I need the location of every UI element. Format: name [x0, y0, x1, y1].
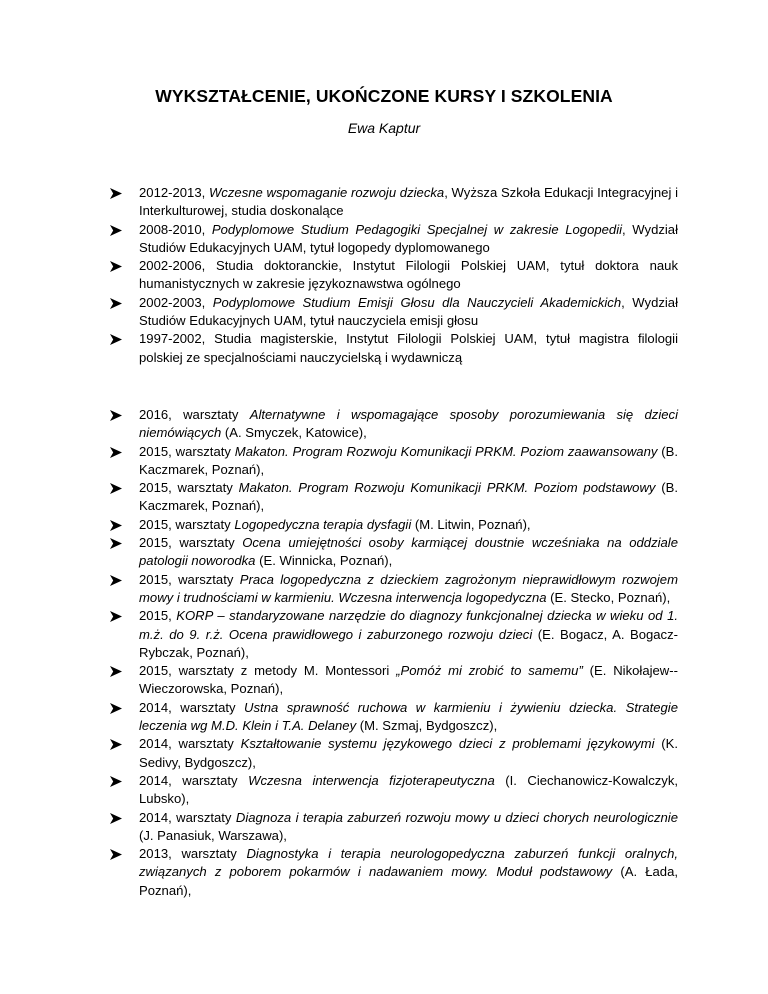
item-title-text: Ustna sprawność ruchowa w karmieniu i żywieniu dziecka. Strategie leczenia wg M.D. Klein i T.A. Delaney [139, 699, 678, 734]
item-text: 2015, warsztaty [139, 443, 235, 459]
arrowhead-bullet-icon [110, 443, 126, 461]
item-title-text: Wczesna interwencja fizjoterapeutyczna [248, 772, 495, 788]
item-title-text: Logopedyczna terapia dysfagii [234, 516, 412, 532]
item-text: 2015, warsztaty [139, 571, 240, 587]
item-title-text: KORP – standaryzowane narzędzie do diagnozy funkcjonalnej dziecka w wieku od 1. m.ż. do 9. r.ż. Ocena prawidłowego i zaburzonego rozwoju dzieci [139, 608, 678, 642]
item-text: 2015, warsztaty [139, 516, 235, 532]
course-entry [110, 735, 678, 772]
item-title-text: Alternatywne i wspomagające sposoby porozumiewania się dzieci niemówiących [139, 407, 678, 441]
course-entry [110, 845, 678, 900]
arrowhead-bullet-icon [110, 607, 126, 625]
item-text: 2013, warsztaty [139, 846, 247, 862]
arrowhead-bullet-icon [110, 257, 126, 275]
arrowhead-bullet-icon [110, 699, 126, 717]
arrowhead-bullet-icon [110, 662, 126, 680]
arrowhead-bullet-icon [110, 516, 126, 534]
item-title-text: Ocena umiejętności osoby karmiącej doustnie wcześniaka na oddziale patologii noworodka [139, 535, 679, 569]
page-title: WYKSZTAŁCENIE, UKOŃCZONE KURSY I SZKOLENIA [155, 86, 613, 106]
item-text: (B. Kaczmarek, Poznań), [139, 480, 678, 514]
item-text: , Wyższa Szkoła Edukacji Integracyjnej i Interkulturowej, studia doskonalące [139, 185, 678, 219]
item-title-text: Praca logopedyczna z dzieckiem zagrożonym nieprawidłowym rozwojem mowy i trudnościami w karmieniu. Wczesna interwencja logopedyczna [139, 571, 678, 605]
item-text: 2008-2010, [139, 221, 212, 237]
arrowhead-bullet-icon [110, 184, 126, 202]
education-list [110, 184, 678, 367]
item-text: (K. Sedivy, Bydgoszcz), [139, 736, 678, 770]
arrowhead-bullet-icon [110, 479, 126, 497]
item-text: (E. Bogacz, A. Bogacz-Rybczak, Poznań), [139, 626, 678, 660]
item-text: 2016, warsztaty [139, 407, 250, 422]
item-title-text: „Pomóż mi zrobić to samemu” [396, 663, 583, 679]
arrowhead-bullet-icon [110, 571, 126, 589]
item-text: (M. Litwin, Poznań), [411, 516, 531, 532]
item-title-text: Makaton. Program Rozwoju Komunikacji PRKM. Poziom podstawowy [238, 480, 656, 496]
item-text: 2015, warsztaty [139, 480, 239, 496]
education-entry [110, 184, 678, 221]
item-text: 2014, warsztaty [139, 772, 249, 788]
item-text: 2012-2013, [139, 185, 209, 200]
education-entry [110, 330, 678, 367]
arrowhead-bullet-icon [110, 534, 126, 552]
item-text: 2002-2006, Studia doktoranckie, Instytut Filologii Polskiej UAM, tytuł doktora nauk humanistycznych w zakresie językoznawstwa ogólnego [139, 258, 678, 292]
education-entry [110, 221, 678, 258]
item-text: (A. Smyczek, Katowice), [221, 425, 367, 441]
item-text: (I. Ciechanowicz-Kowalczyk, Lubsko), [139, 772, 679, 807]
item-text: , Wydział Studiów Edukacyjnych UAM, tytuł logopedy dyplomowanego [139, 221, 678, 255]
item-text: 2014, warsztaty [139, 736, 241, 752]
arrowhead-bullet-icon [110, 406, 126, 424]
item-title-text: Podyplomowe Studium Emisji Głosu dla Nauczycieli Akademickich [212, 294, 622, 310]
item-text: , Wydział Studiów Edukacyjnych UAM, tytuł nauczyciela emisji głosu [139, 294, 678, 329]
item-text: (E. Nikołajew--Wieczorowska, Poznań), [139, 663, 678, 697]
author-name: Ewa Kaptur [347, 120, 421, 136]
course-entry [110, 809, 678, 846]
course-entry [110, 772, 678, 809]
course-entry [110, 534, 678, 571]
item-text: (M. Szmaj, Bydgoszcz), [356, 718, 498, 734]
item-text: (A. Łada, Poznań), [139, 864, 678, 898]
course-entry [110, 443, 678, 480]
arrowhead-bullet-icon [110, 772, 126, 790]
arrowhead-bullet-icon [110, 221, 126, 239]
arrowhead-bullet-icon [110, 809, 126, 827]
item-text: (B. Kaczmarek, Poznań), [139, 443, 679, 477]
item-text: (E. Winnicka, Poznań), [255, 553, 393, 569]
item-text: 2014, warsztaty [139, 699, 245, 715]
item-text: (J. Panasiuk, Warszawa), [139, 827, 287, 843]
education-entry [110, 294, 678, 331]
item-title-text: Makaton. Program Rozwoju Komunikacji PRKM. Poziom zaawansowany [234, 443, 658, 459]
item-title-text: Kształtowanie systemu językowego dzieci z problemami językowymi [240, 736, 655, 752]
arrowhead-bullet-icon [110, 330, 126, 348]
arrowhead-bullet-icon [110, 735, 126, 753]
item-text: 2014, warsztaty [139, 809, 236, 825]
course-entry [110, 662, 678, 699]
item-text: 2015, warsztaty [139, 535, 243, 551]
course-entry [110, 699, 678, 736]
item-text: 2015, [139, 608, 177, 624]
item-text: 2015, warsztaty z metody M. Montessori [139, 663, 397, 679]
item-text: (E. Stecko, Poznań), [546, 589, 671, 605]
item-title-text: Wczesne wspomaganie rozwoju dziecka [208, 185, 445, 200]
arrowhead-bullet-icon [110, 845, 126, 863]
course-entry [110, 571, 678, 608]
item-text: 1997-2002, Studia magisterskie, Instytut Filologii Polskiej UAM, tytuł magistra filologii polskiej ze specjalnościami nauczycielską i wydawniczą [139, 331, 678, 365]
item-title-text: Diagnoza i terapia zaburzeń rozwoju mowy u dzieci chorych neurologicznie [235, 809, 678, 825]
item-text: 2002-2003, [139, 294, 213, 310]
item-title-text: Diagnostyka i terapia neurologopedyczna zaburzeń funkcji oralnych, związanych z poborem pokarmów i nadawaniem mowy. Moduł podstawowy [139, 846, 678, 880]
course-entry [110, 516, 678, 534]
item-title-text: Podyplomowe Studium Pedagogiki Specjalnej w zakresie Logopedii [211, 221, 623, 237]
education-entry [110, 257, 678, 294]
arrowhead-bullet-icon [110, 294, 126, 312]
course-entry [110, 479, 678, 516]
courses-list [110, 406, 678, 900]
course-entry [110, 406, 678, 443]
course-entry [110, 607, 678, 662]
